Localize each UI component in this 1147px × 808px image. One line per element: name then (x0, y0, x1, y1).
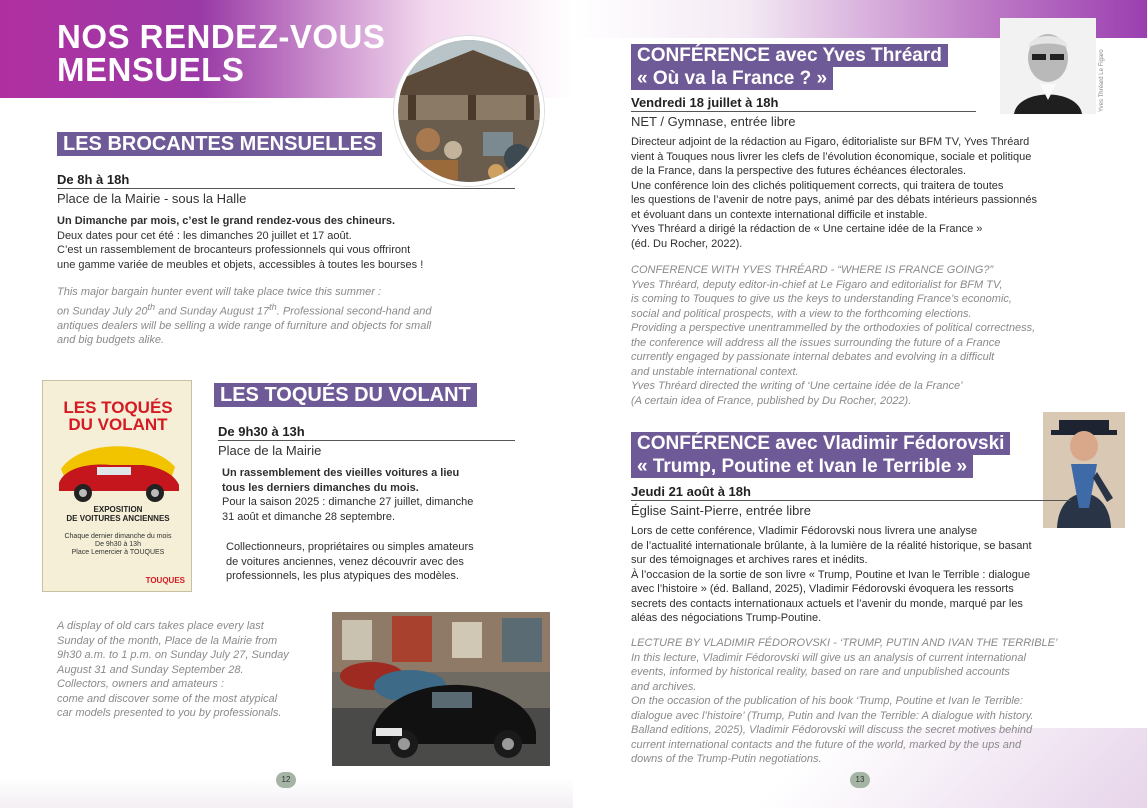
toques-line: de voitures anciennes, venez découvrir avec des (226, 555, 464, 568)
poster-title (43, 399, 192, 433)
fedorovski-english-line: current international contacts and the future of the world, marked by the ups and (631, 738, 1022, 751)
brocantes-line: Deux dates pour cet été : les dimanches 20 juillet et 17 août. (57, 229, 352, 242)
threard-english-line: the conference will address all the issues surrounding the future of a France (631, 336, 1001, 349)
toques-heading: LES TOQUÉS DU VOLANT (214, 383, 477, 407)
poster-title-line2: DU VOLANT (68, 415, 168, 434)
threard-line: vient à Touques nous livrer les clefs de l’évolution économique, sociale et politique (631, 150, 1032, 163)
poster-brand: TOUQUES (145, 576, 185, 585)
threard-time: Vendredi 18 juillet à 18h (631, 95, 779, 110)
page-title-line1: NOS RENDEZ-VOUS (57, 18, 386, 55)
fedorovski-description (631, 524, 1111, 626)
threard-portrait (1000, 18, 1096, 114)
brocantes-description (57, 214, 517, 272)
toques-english-line: Collectors, owners and amateurs : (57, 678, 224, 690)
page-number: 13 (850, 772, 870, 788)
toques-lead-line2: tous les derniers dimanches du mois. (222, 481, 419, 494)
threard-english-line: currently engaged by passionate internal debates and evolving in a difficult (631, 351, 995, 363)
fedorovski-english-line: downs of the Trump-Putin negotiations. (631, 753, 822, 765)
threard-english-line: CONFERENCE WITH YVES THRÉARD - “WHERE IS FRANCE GOING?” (631, 264, 994, 276)
fedorovski-english-line: Balland editions, 2025), Vladimir Fédorovski will discuss the secret motives behind (631, 724, 1033, 736)
poster-subtitle (43, 505, 192, 523)
threard-line: les questions de l’avenir de notre pays, animé par des débats intérieurs passionnés (631, 194, 1038, 206)
fedorovski-heading-line2: « Trump, Poutine et Ivan le Terrible » (631, 455, 973, 478)
fedorovski-time: Jeudi 21 août à 18h (631, 484, 751, 499)
brocantes-english (57, 285, 517, 348)
toques-english-line: car models presented to you by professionals. (57, 707, 282, 719)
threard-english-line: (A certain idea of France, published by Du Rocher, 2022). (631, 394, 912, 407)
fedorovski-heading-line1: CONFÉRENCE avec Vladimir Fédorovski (631, 432, 1010, 455)
fedorovski-english-line: and archives. (631, 680, 697, 693)
toques-place: Place de la Mairie (218, 440, 515, 458)
threard-english-line: social and political prospects, with a view to the forthcoming elections. (631, 307, 972, 320)
poster-info-line: De 9h30 à 13h (95, 541, 141, 548)
threard-place: NET / Gymnase, entrée libre (631, 111, 976, 129)
toques-line: Pour la saison 2025 : dimanche 27 juillet, dimanche (222, 496, 474, 508)
threard-english-line: and unstable international context. (631, 365, 799, 378)
vintage-car-photo (332, 612, 550, 766)
brocantes-english-line: antiques dealers will be selling a wide range of furniture and objects for small (57, 319, 432, 332)
toques-english-line: come and discover some of the most atypical (57, 692, 278, 705)
fedorovski-line: aléas des négociations Trump-Poutine. (631, 612, 822, 624)
poster-info-line: Chaque dernier dimanche du mois (64, 533, 172, 540)
toques-english (57, 619, 327, 721)
threard-heading-line2: « Où va la France ? » (631, 67, 833, 90)
poster-info-line: Place Lemercier à TOUQUES (71, 549, 165, 556)
poster-sub-line1: EXPOSITION (93, 505, 143, 514)
english-text: on Sunday July 20 (57, 305, 148, 318)
fedorovski-line: À l’occasion de la sortie de son livre « Trump, Poutine et Ivan le Terrible : dialogue (631, 568, 1031, 581)
threard-line: (éd. Du Rocher, 2022). (631, 237, 743, 250)
brocantes-english-line: This major bargain hunter event will take place twice this summer : (57, 286, 382, 298)
toques-english-line: Sunday of the month, Place de la Mairie from (57, 634, 278, 647)
brocantes-english-line: and big budgets alike. (57, 334, 165, 347)
right-page (573, 0, 1147, 808)
fedorovski-english-line: dialogue avec l’histoire’ (Trump, Putin and Ivan the Terrible: A dialogue with history. (631, 709, 1034, 722)
brocantes-heading: LES BROCANTES MENSUELLES (57, 132, 382, 156)
brocantes-time: De 8h à 18h (57, 172, 130, 187)
fedorovski-place: Église Saint-Pierre, entrée libre (631, 500, 1071, 518)
fedorovski-line: sur des témoignages et archives rares et inédits. (631, 554, 868, 566)
threard-heading-line1: CONFÉRENCE avec Yves Thréard (631, 44, 948, 67)
brocantes-line: C’est un rassemblement de brocanteurs professionnels qui vous offriront (57, 244, 411, 256)
superscript: th (147, 301, 156, 312)
toques-lead-line1: Un rassemblement des vieilles voitures a lieu (222, 467, 460, 479)
toques-line: 31 août et dimanche 28 septembre. (222, 510, 396, 523)
threard-english-line: is coming to Touques to give us the keys to understanding France’s economic, (631, 293, 1012, 305)
threard-line: de la France, dans la perspective des futures échéances électorales. (631, 165, 967, 177)
threard-line: Une conférence loin des clichés politiquement corrects, qui traitera de toutes (631, 179, 1004, 192)
threard-english-line: Yves Thréard, deputy editor-in-chief at Le Figaro and editorialist for BFM TV, (631, 278, 1003, 291)
fedorovski-english-line: events, informed by historical reality, based on rare and unpublished accounts (631, 666, 1010, 678)
threard-english-line: Yves Thréard directed the writing of ‘Une certaine idée de la France’ (631, 380, 963, 392)
english-text: . Professional second-hand and (276, 305, 432, 318)
threard-english (631, 263, 1101, 408)
flea-market-photo (394, 36, 544, 186)
brocantes-line: une gamme variée de meubles et objets, accessibles à toutes les bourses ! (57, 258, 424, 271)
fedorovski-english-line: In this lecture, Vladimir Fédorovski will give us an analysis of current international (631, 651, 1026, 664)
threard-line: et évoluant dans un contexte international difficile et instable. (631, 208, 928, 221)
toques-time: De 9h30 à 13h (218, 424, 305, 439)
superscript: th (269, 301, 277, 312)
page-title-line2: MENSUELS (57, 51, 245, 88)
threard-line: Directeur adjoint de la rédaction au Figaro, éditorialiste sur BFM TV, Yves Thréard (631, 136, 1030, 148)
left-page (0, 0, 573, 808)
brocantes-lead: Un Dimanche par mois, c’est le grand rendez-vous des chineurs. (57, 215, 396, 227)
poster-info (43, 533, 192, 557)
poster-title-line1: LES TOQUÉS (63, 398, 173, 417)
brocantes-english-line (57, 300, 517, 319)
fedorovski-english-line: On the occasion of the publication of his book ‘Trump, Poutine et Ivan le Terrible: (631, 695, 1023, 707)
toques-english-line: 9h30 a.m. to 1 p.m. on Sunday July 27, Sunday (57, 649, 289, 661)
fedorovski-line: avec l’histoire » (éd. Balland, 2025), Vladimir Fédorovski évoquera les ressorts (631, 583, 1014, 595)
toques-description (222, 466, 517, 524)
toques-description-2 (226, 540, 521, 584)
english-text: and Sunday August 17 (155, 305, 270, 318)
poster-car-illustration (51, 439, 185, 503)
toques-english-line: A display of old cars takes place every last (57, 620, 264, 632)
page-number: 12 (276, 772, 296, 788)
fedorovski-english-line: LECTURE BY VLADIMIR FÉDOROVSKI - ‘TRUMP, PUTIN AND IVAN THE TERRIBLE’ (631, 637, 1058, 649)
toques-english-line: August 31 and Sunday September 28. (57, 663, 244, 676)
page-title (57, 20, 397, 86)
threard-description (631, 135, 1091, 251)
toques-line: Collectionneurs, propriétaires ou simples amateurs (226, 541, 474, 553)
threard-english-line: Providing a perspective unentrammelled by the orthodoxies of political correctness, (631, 322, 1036, 334)
fedorovski-english (631, 636, 1121, 767)
brocantes-place: Place de la Mairie - sous la Halle (57, 188, 515, 206)
poster-sub-line2: DE VOITURES ANCIENNES (66, 514, 170, 523)
toques-poster (42, 380, 192, 592)
fedorovski-line: Lors de cette conférence, Vladimir Fédorovski nous livrera une analyse (631, 525, 978, 537)
threard-photo-credit: Yves Thréard Le Figaro (1099, 49, 1105, 112)
fedorovski-line: secrets des contacts internationaux actuels et l’avenir du monde, marqué par les (631, 597, 1023, 610)
threard-line: Yves Thréard a dirigé la rédaction de « Une certaine idée de la France » (631, 223, 983, 235)
fedorovski-line: de l’actualité internationale brûlante, à la lumière de la réalité historique, se basant (631, 539, 1032, 552)
toques-line: professionnels, les plus atypiques des modèles. (226, 570, 459, 582)
